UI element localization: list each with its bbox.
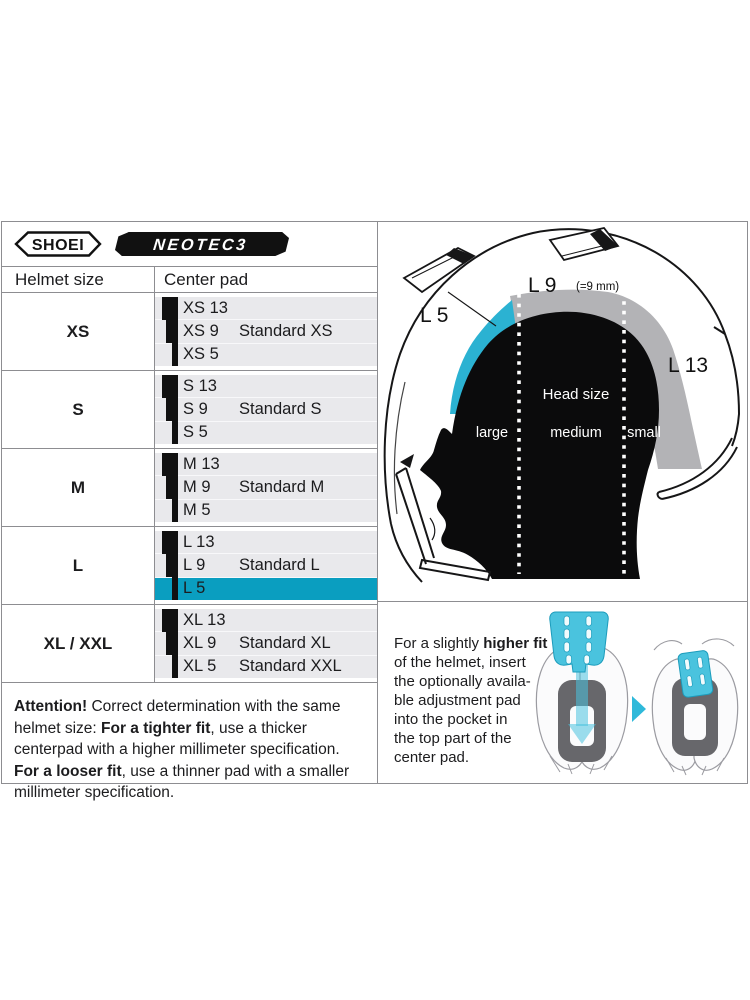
size-label: M xyxy=(2,449,155,526)
standard-label: Standard S xyxy=(239,399,322,418)
pad-label: M 13 xyxy=(183,454,220,473)
label-l9: L 9 xyxy=(528,274,557,297)
pad-row xyxy=(155,631,377,654)
inserted-adjustment-pad xyxy=(678,650,714,698)
size-group-xl-xxl xyxy=(2,605,377,683)
vent-leader-line xyxy=(448,292,496,326)
shoei-logo xyxy=(13,229,103,259)
pad-row xyxy=(155,609,377,631)
table-header xyxy=(2,267,377,293)
label-l9-note: (=9 mm) xyxy=(576,281,620,293)
top-vent-left xyxy=(404,248,474,292)
center-pad-illustration xyxy=(528,608,746,778)
standard-label: Standard XXL xyxy=(239,657,342,676)
pad-thickness-bars xyxy=(155,609,178,678)
arrow-right-icon xyxy=(632,696,646,722)
pad-row xyxy=(155,375,377,397)
pad-label: XL 13 xyxy=(183,610,226,629)
size-group-xs xyxy=(2,293,377,371)
helmet-diagram-svg xyxy=(378,222,747,601)
label-l5: L 5 xyxy=(420,304,449,327)
label-head-size: Head size xyxy=(542,386,610,403)
helmet-head-diagram xyxy=(378,222,747,602)
neotec3-logo xyxy=(115,229,289,259)
pad-label: L 9 xyxy=(183,555,206,574)
label-l13: L 13 xyxy=(668,354,709,377)
size-group-l xyxy=(2,527,377,605)
pad-label: S 5 xyxy=(183,423,208,442)
looser-fit-bold: For a looser fit xyxy=(14,762,122,780)
pad-label: S 13 xyxy=(183,376,217,395)
label-medium: medium xyxy=(550,425,602,441)
pad-thickness-bars xyxy=(155,531,178,600)
sizing-sheet xyxy=(1,221,748,801)
pad-row xyxy=(155,553,377,576)
tighter-fit-bold: For a tighter fit xyxy=(101,719,211,737)
pad-row xyxy=(155,421,377,444)
attention-note: Attention! Correct determination with the same helmet size: For a tighter fit, use a thicker centerpad with a higher millimeter specification. For a looser fit, use a thinner pad with a smaller millimeter specification. xyxy=(14,698,350,801)
standard-label: Standard XS xyxy=(239,321,333,340)
pad-row xyxy=(155,453,377,475)
header-helmet-size: Helmet size xyxy=(2,267,155,292)
pad-label: XL 5 xyxy=(183,657,217,676)
pad-row-highlighted xyxy=(155,577,377,600)
illustration-column xyxy=(378,222,747,783)
standard-label: Standard L xyxy=(239,555,320,574)
pad-thickness-bars xyxy=(155,297,178,366)
label-small: small xyxy=(627,425,661,441)
pad-label: M 5 xyxy=(183,501,211,520)
pad-row xyxy=(155,319,377,342)
pad-thickness-bars xyxy=(155,375,178,444)
size-label: XS xyxy=(2,293,155,370)
pad-label: M 9 xyxy=(183,477,211,496)
size-group-m xyxy=(2,449,377,527)
size-label: L xyxy=(2,527,155,604)
pad-row xyxy=(155,475,377,498)
adjustment-pad-note: For a slightly higher fit of the helmet, insert the optionally availa- ble adjustment pad into the pocket in the top part of the center pad. xyxy=(394,635,548,766)
pad-label: S 9 xyxy=(183,399,208,418)
center-pad-before xyxy=(536,612,627,774)
standard-label: Standard XL xyxy=(239,633,331,652)
adjustment-pad xyxy=(550,612,609,672)
pad-label: XS 13 xyxy=(183,298,228,317)
size-label: XL / XXL xyxy=(2,605,155,682)
pad-row xyxy=(155,655,377,678)
pad-row xyxy=(155,297,377,319)
pad-label: XL 9 xyxy=(183,633,217,652)
pad-row xyxy=(155,531,377,553)
size-table xyxy=(2,222,378,801)
size-label: S xyxy=(2,371,155,448)
pad-row xyxy=(155,343,377,366)
insert-arrow-shaft xyxy=(576,664,588,726)
pad-row xyxy=(155,499,377,522)
adjustment-pad-panel xyxy=(378,602,747,783)
pad-thickness-bars xyxy=(155,453,178,522)
pad-label: XS 9 xyxy=(183,321,219,340)
label-large: large xyxy=(475,425,509,441)
standard-label: Standard M xyxy=(239,477,325,496)
neotec3-wordmark: NEOTEC3 xyxy=(152,236,249,254)
top-vent-right xyxy=(550,228,618,260)
attention-bold: Attention! xyxy=(14,698,88,715)
pad-label: XS 5 xyxy=(183,345,219,364)
shoei-wordmark: SHOEI xyxy=(31,237,85,254)
pad-label: L 13 xyxy=(183,532,215,551)
header-center-pad: Center pad xyxy=(164,269,249,289)
pad-row xyxy=(155,397,377,420)
chin-latch xyxy=(400,454,414,468)
pad-label: L 5 xyxy=(183,579,206,598)
center-pad-after xyxy=(652,639,737,775)
higher-fit-bold: higher fit xyxy=(483,635,548,652)
logo-row xyxy=(2,222,377,267)
size-group-s xyxy=(2,371,377,449)
